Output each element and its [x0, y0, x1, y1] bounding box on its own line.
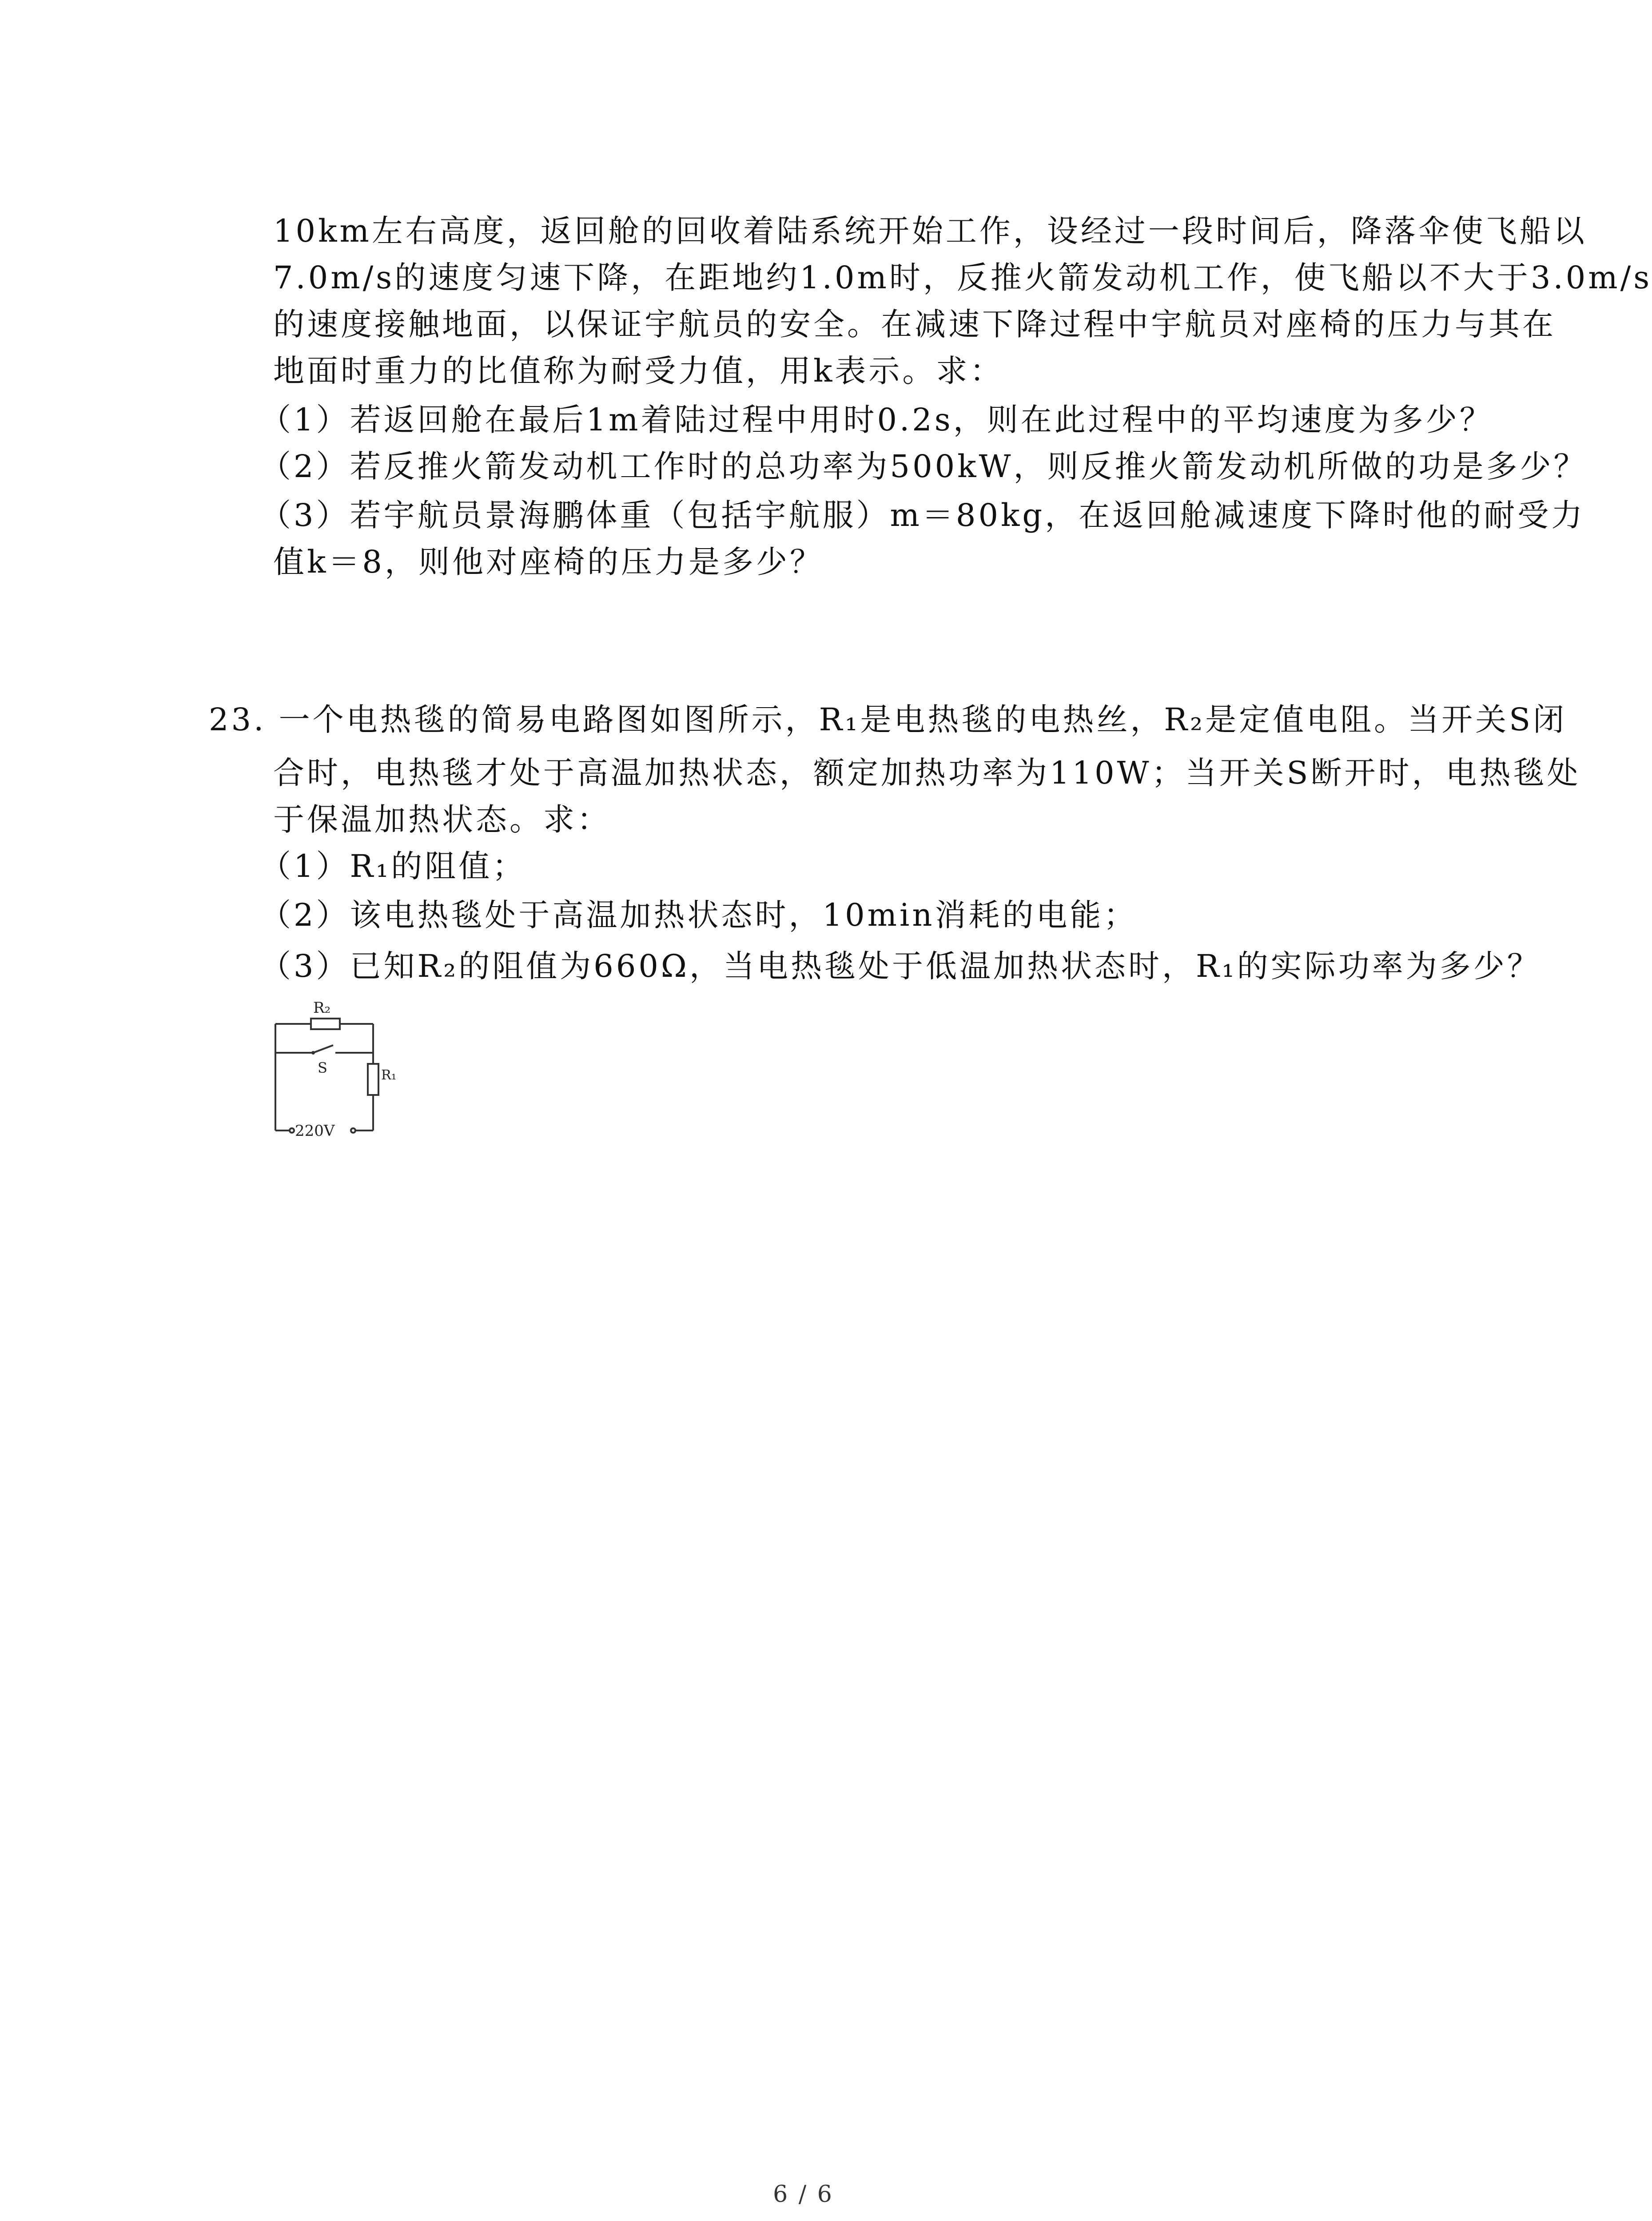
switch-pivot — [311, 1051, 315, 1055]
problem-23-question-1: （1）R₁的阻值； — [260, 848, 526, 884]
resistor-r1 — [368, 1064, 378, 1095]
problem-23-question-3: （3）已知R₂的阻值为660Ω，当电热毯处于低温加热状态时，R₁的实际功率为多少？ — [260, 948, 1541, 984]
terminal-right — [351, 1128, 355, 1133]
resistor-r2 — [311, 1019, 340, 1029]
problem-22-line-3: 的速度接触地面，以保证宇航员的安全。在减速下降过程中宇航员对座椅的压力与其在 — [273, 306, 1556, 342]
problem-23-line-1: 23. 一个电热毯的简易电路图如图所示，R₁是电热毯的电热丝，R₂是定值电阻。当开关S闭 — [209, 701, 1567, 738]
label-r2: R₂ — [313, 999, 331, 1017]
label-voltage: 220V — [295, 1122, 335, 1140]
page-number: 6 / 6 — [773, 2181, 834, 2208]
problem-22-line-4: 地面时重力的比值称为耐受力值，用k表示。求： — [273, 353, 1004, 389]
circuit-diagram — [267, 993, 397, 1144]
terminal-left — [290, 1128, 294, 1133]
problem-22-line-1: 10km左右高度，返回舱的回收着陆系统开始工作，设经过一段时间后，降落伞使飞船以 — [273, 213, 1587, 249]
label-s: S — [318, 1059, 327, 1076]
problem-22-question-3-cont: 值k＝8，则他对座椅的压力是多少？ — [273, 544, 824, 580]
problem-23-line-2: 合时，电热毯才处于高温加热状态，额定加热功率为110W；当开关S断开时，电热毯处 — [273, 755, 1581, 791]
switch-blade — [313, 1045, 333, 1053]
problem-22-question-2: （2）若反推火箭发动机工作时的总功率为500kW，则反推火箭发动机所做的功是多少？ — [260, 448, 1588, 485]
problem-22-question-3: （3）若宇航员景海鹏体重（包括宇航服）m＝80kg，在返回舱减速度下降时他的耐受力 — [260, 497, 1585, 533]
problem-22-question-1: （1）若返回舱在最后1m着陆过程中用时0.2s，则在此过程中的平均速度为多少？ — [260, 402, 1493, 438]
label-r1: R₁ — [381, 1067, 397, 1083]
problem-22-line-2: 7.0m/s的速度匀速下降，在距地约1.0m时，反推火箭发动机工作，使飞船以不大于3.0m/s — [273, 259, 1652, 296]
problem-23-question-2: （2）该电热毯处于高温加热状态时，10min消耗的电能； — [260, 897, 1138, 933]
problem-23-line-3: 于保温加热状态。求： — [273, 801, 611, 838]
